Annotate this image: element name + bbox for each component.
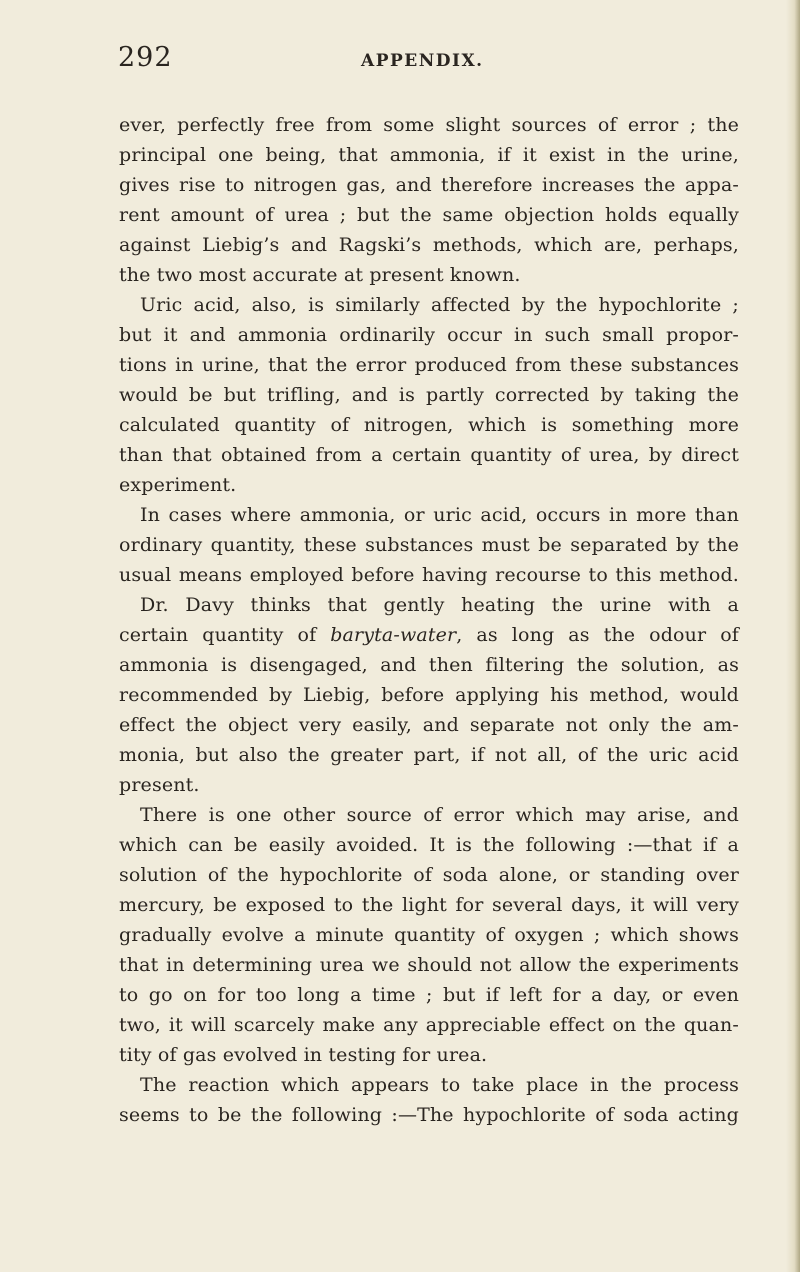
paragraph	[119, 1070, 739, 1130]
paragraph	[119, 500, 739, 590]
text-line: but it and ammonia ordinarily occur in such small propor-	[119, 324, 739, 346]
paragraph	[119, 290, 739, 500]
text-line: usual means employed before having recourse to this method.	[119, 564, 739, 586]
text-line: recommended by Liebig, before applying his method, would	[119, 684, 739, 706]
text-line: to go on for too long a time ; but if left for a day, or even	[119, 984, 739, 1006]
text-line: ammonia is disengaged, and then filtering the solution, as	[119, 654, 739, 676]
paragraph	[119, 110, 739, 290]
body-text	[119, 110, 739, 1130]
text-line-with-italic	[119, 620, 739, 650]
text-line: solution of the hypochlorite of soda alone, or standing over	[119, 864, 739, 886]
text-line: would be but trifling, and is partly corrected by taking the	[119, 384, 739, 406]
running-head: APPENDIX.	[361, 51, 484, 71]
text-segment: , as long as the odour of	[456, 624, 739, 646]
page-header	[118, 42, 738, 82]
text-line: There is one other source of error which may arise, and	[140, 804, 739, 826]
text-line: seems to be the following :—The hypochlorite of soda acting	[119, 1104, 739, 1126]
text-line: principal one being, that ammonia, if it exist in the urine,	[119, 144, 739, 166]
italic-phrase: baryta-water	[330, 624, 457, 646]
page-edge-shadow	[786, 0, 800, 1272]
paragraph	[119, 800, 739, 1070]
text-line: rent amount of urea ; but the same objection holds equally	[119, 204, 739, 226]
text-line: The reaction which appears to take place in the process	[140, 1074, 739, 1096]
text-line: than that obtained from a certain quantity of urea, by direct	[119, 444, 739, 466]
text-line: the two most accurate at present known.	[119, 264, 521, 286]
text-line: tions in urine, that the error produced from these substances	[119, 354, 739, 376]
text-line: ordinary quantity, these substances must be separated by the	[119, 534, 739, 556]
text-line: Dr. Davy thinks that gently heating the urine with a	[140, 594, 739, 616]
text-line: that in determining urea we should not allow the experiments	[119, 954, 739, 976]
text-line: tity of gas evolved in testing for urea.	[119, 1044, 488, 1066]
text-line: against Liebig’s and Ragski’s methods, which are, perhaps,	[119, 234, 739, 256]
text-line: effect the object very easily, and separate not only the am-	[119, 714, 739, 736]
text-line: Uric acid, also, is similarly affected by the hypochlorite ;	[140, 294, 739, 316]
text-line: gives rise to nitrogen gas, and therefore increases the appa-	[119, 174, 739, 196]
page-number: 292	[118, 42, 173, 73]
text-line: ever, perfectly free from some slight sources of error ; the	[119, 114, 739, 136]
text-line: two, it will scarcely make any appreciable effect on the quan-	[119, 1014, 739, 1036]
text-line: In cases where ammonia, or uric acid, occurs in more than	[140, 504, 739, 526]
text-line: mercury, be exposed to the light for several days, it will very	[119, 894, 739, 916]
text-line: present.	[119, 774, 200, 796]
text-line: experiment.	[119, 474, 237, 496]
text-line: gradually evolve a minute quantity of oxygen ; which shows	[119, 924, 739, 946]
text-line: which can be easily avoided. It is the following :—that if a	[119, 834, 739, 856]
text-line: calculated quantity of nitrogen, which is something more	[119, 414, 739, 436]
text-segment: certain quantity of	[119, 624, 331, 646]
paragraph	[119, 590, 739, 800]
text-line: monia, but also the greater part, if not all, of the uric acid	[119, 744, 739, 766]
